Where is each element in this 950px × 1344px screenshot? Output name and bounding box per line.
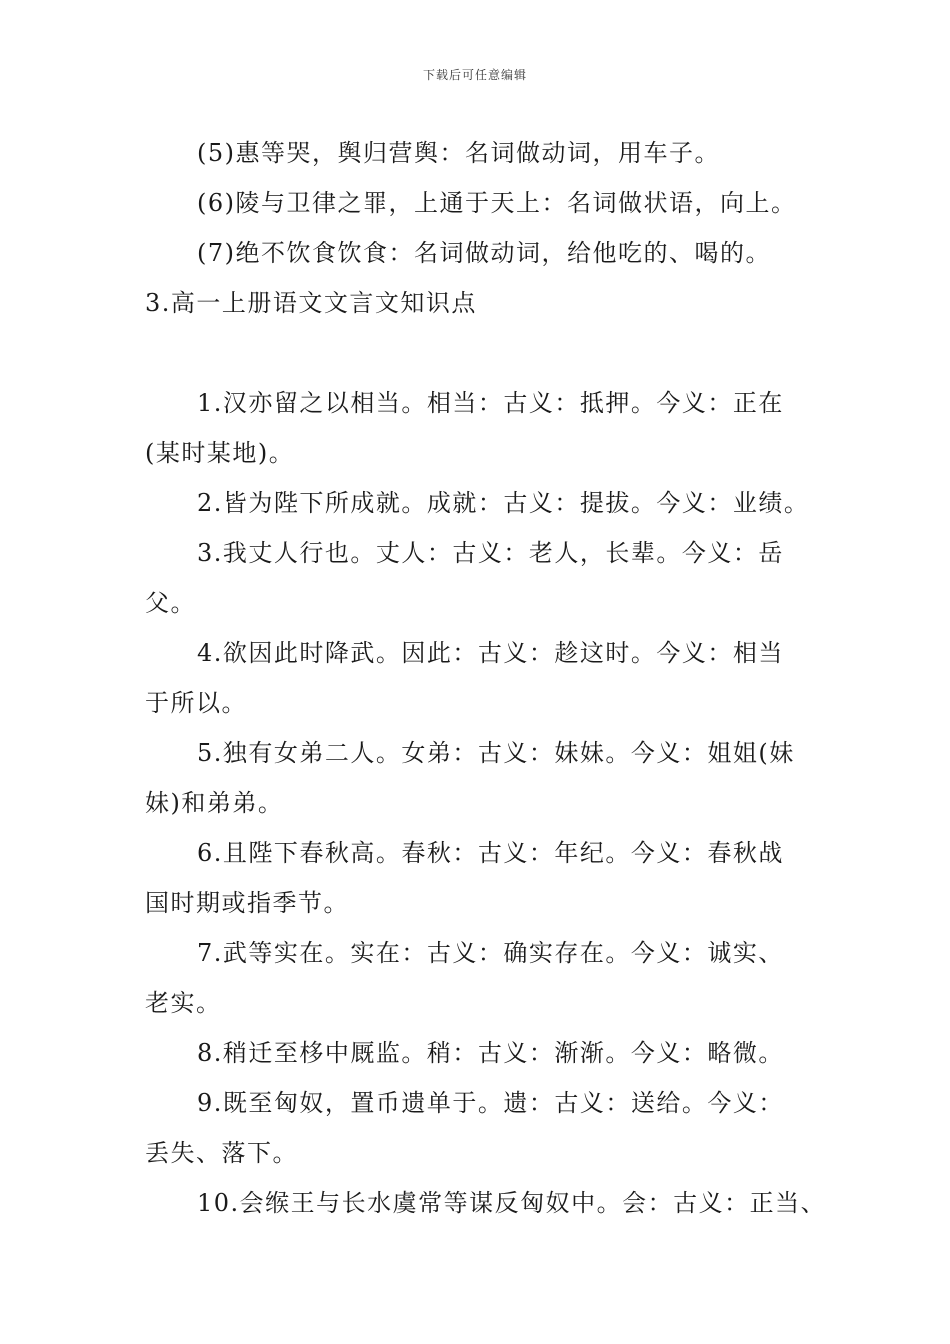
- text-line: 8.稍迁至栘中厩监。稍：古义：渐渐。今义：略微。: [197, 1039, 784, 1067]
- text-line: (5)惠等哭，舆归营舆：名词做动词，用车子。: [197, 139, 720, 167]
- text-line: 9.既至匈奴，置币遗单于。遗：古义：送给。今义：: [197, 1089, 784, 1117]
- text-line: 于所以。: [145, 689, 247, 717]
- text-line: 妹)和弟弟。: [145, 789, 284, 817]
- text-line: 1.汉亦留之以相当。相当：古义：抵押。今义：正在: [197, 389, 784, 417]
- text-line: (6)陵与卫律之罪，上通于天上：名词做状语，向上。: [197, 189, 797, 217]
- page-header: 下载后可任意编辑: [422, 68, 527, 82]
- text-line: 7.武等实在。实在：古义：确实存在。今义：诚实、: [197, 939, 784, 967]
- text-line: 父。: [145, 589, 196, 617]
- text-line: 4.欲因此时降武。因此：古义：趁这时。今义：相当: [197, 639, 784, 667]
- text-line: 10.会缑王与长水虞常等谋反匈奴中。会：古义：正当、: [197, 1189, 827, 1217]
- document-body: [145, 128, 835, 1228]
- text-line: 丢失、落下。: [145, 1139, 298, 1167]
- text-line: 3.我丈人行也。丈人：古义：老人，长辈。今义：岳: [197, 539, 784, 567]
- text-line: (7)绝不饮食饮食：名词做动词，给他吃的、喝的。: [197, 239, 771, 267]
- text-line: 2.皆为陛下所成就。成就：古义：提拔。今义：业绩。: [197, 489, 810, 517]
- text-line: 国时期或指季节。: [145, 889, 349, 917]
- text-line: (某时某地)。: [145, 439, 295, 467]
- text-line: 5.独有女弟二人。女弟：古义：妹妹。今义：姐姐(妹: [197, 739, 795, 767]
- text-line: 老实。: [145, 989, 222, 1017]
- section-title: 3.高一上册语文文言文知识点: [145, 289, 477, 317]
- text-line: 6.且陛下春秋高。春秋：古义：年纪。今义：春秋战: [197, 839, 784, 867]
